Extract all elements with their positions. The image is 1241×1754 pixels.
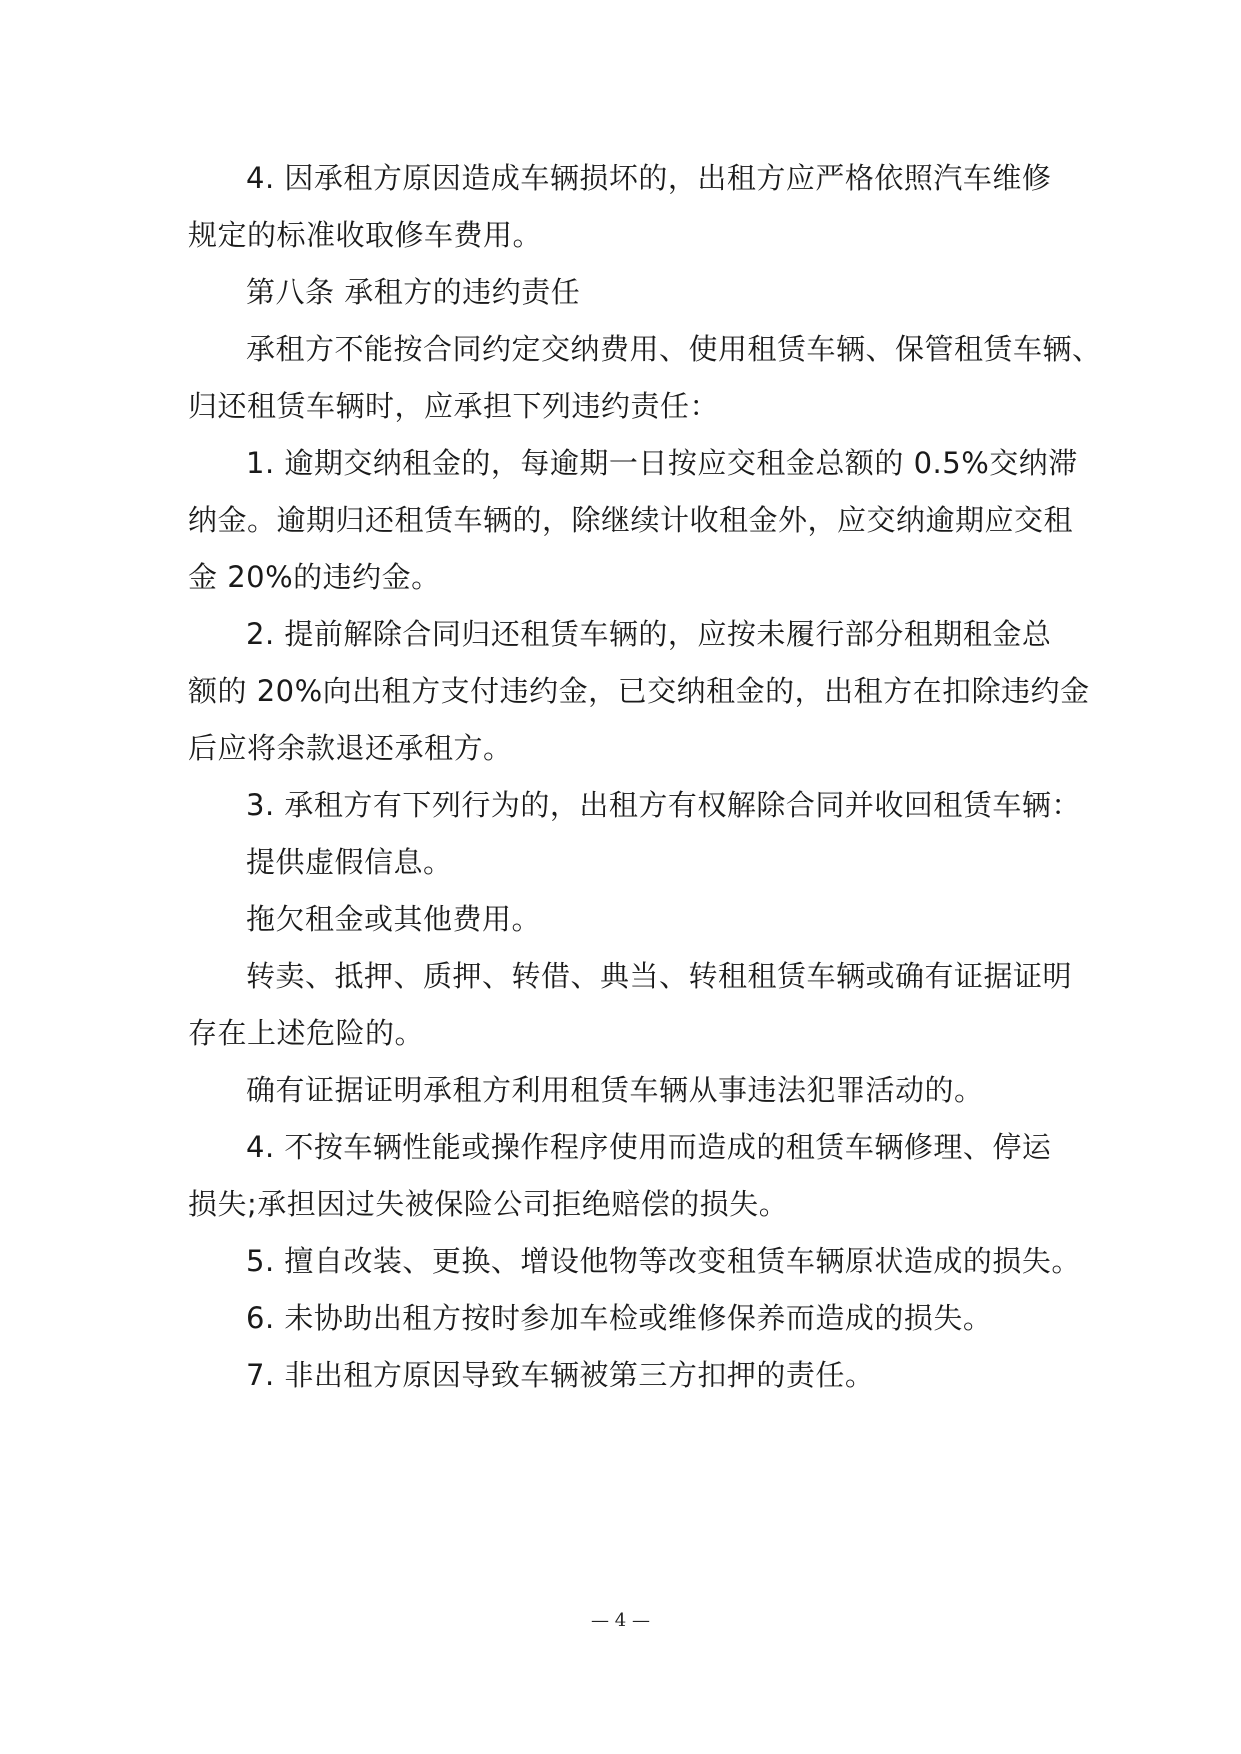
text-line: 提供虚假信息。 (246, 845, 453, 879)
text-line: 存在上述危险的。 (188, 1016, 425, 1050)
text-line: 6. 未协助出租方按时参加车检或维修保养而造成的损失。 (246, 1301, 993, 1335)
page-number: — 4 — (591, 1610, 650, 1631)
text-line: 2. 提前解除合同归还租赁车辆的，应按未履行部分租期租金总 (246, 617, 1052, 651)
text-line: 归还租赁车辆时，应承担下列违约责任： (188, 389, 720, 423)
text-line: 7. 非出租方原因导致车辆被第三方扣押的责任。 (246, 1358, 875, 1392)
text-line: 后应将余款退还承租方。 (188, 731, 513, 765)
text-line: 纳金。逾期归还租赁车辆的，除继续计收租金外，应交纳逾期应交租 (188, 503, 1074, 537)
text-line: 1. 逾期交纳租金的，每逾期一日按应交租金总额的 0.5%交纳滞 (246, 446, 1078, 480)
text-line: 5. 擅自改装、更换、增设他物等改变租赁车辆原状造成的损失。 (246, 1244, 1081, 1278)
text-line: 4. 因承租方原因造成车辆损坏的，出租方应严格依照汽车维修 (246, 161, 1052, 195)
text-line: 损失;承担因过失被保险公司拒绝赔偿的损失。 (188, 1187, 789, 1221)
text-line: 金 20%的违约金。 (188, 560, 441, 594)
text-line: 转卖、抵押、质押、转借、典当、转租租赁车辆或确有证据证明 (246, 959, 1073, 993)
section-heading: 第八条 承租方的违约责任 (246, 275, 581, 309)
text-line: 承租方不能按合同约定交纳费用、使用租赁车辆、保管租赁车辆、 (246, 332, 1102, 366)
text-line: 额的 20%向出租方支付违约金，已交纳租金的，出租方在扣除违约金 (188, 674, 1090, 708)
text-line: 拖欠租金或其他费用。 (246, 902, 542, 936)
text-line: 规定的标准收取修车费用。 (188, 218, 543, 252)
text-line: 3. 承租方有下列行为的，出租方有权解除合同并收回租赁车辆： (246, 788, 1081, 822)
text-line: 4. 不按车辆性能或操作程序使用而造成的租赁车辆修理、停运 (246, 1130, 1052, 1164)
text-line: 确有证据证明承租方利用租赁车辆从事违法犯罪活动的。 (246, 1073, 984, 1107)
